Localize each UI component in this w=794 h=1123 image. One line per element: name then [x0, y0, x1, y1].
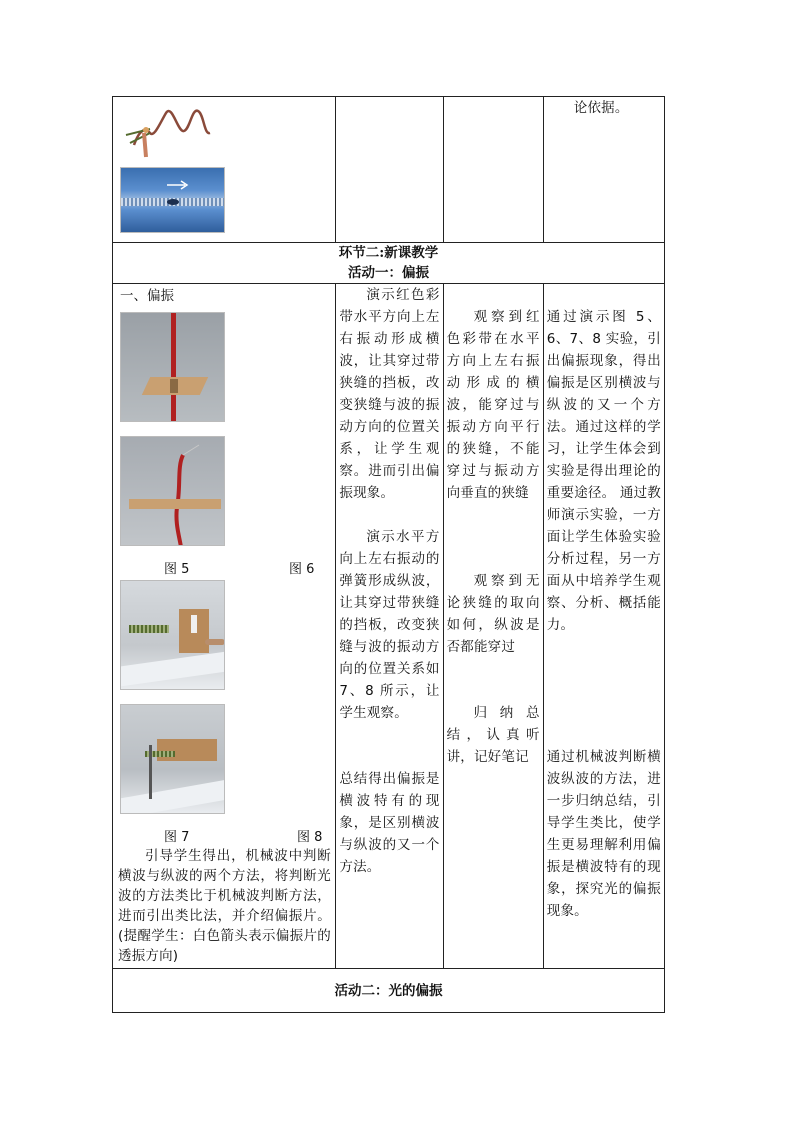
intent-p2: 通过机械波判断横波纵波的方法，进一步归纳总结，引导学生类比，使学生更易理解利用偏振是横波特有的现象，探究光的偏振现象。 [546, 749, 661, 919]
teacher-p1: 演示红色彩带水平方向上左右振动形成横波，让其穿过带狭缝的挡板，改变狭缝与波的振动方向的位置关系，让学生观察。进而引出偏振现象。 [339, 287, 440, 501]
figure8-photo [120, 704, 225, 814]
activity2-title: 活动二：光的偏振 [334, 982, 443, 999]
figure5-photo [120, 312, 225, 422]
section-title: 环节二:新课教学 [338, 245, 439, 261]
figure5-label: 图 5 [164, 562, 190, 577]
student-p1: 观察到红色彩带在水平方向上左右振动形成的横波，能穿过与振动方向平行的狭缝，不能穿过与振动方向垂直的狭缝 [446, 309, 540, 501]
section-header-cell [113, 243, 665, 284]
student-activity-cell [443, 284, 543, 969]
figure6-photo [120, 436, 225, 546]
section-heading-polarization: 一、偏振 [120, 288, 174, 304]
previous-row-text: 论依据。 [573, 100, 629, 116]
wave-rope-image [120, 103, 220, 158]
teacher-activity-cell [336, 284, 443, 969]
figure8-label: 图 8 [297, 830, 323, 845]
student-p3: 归纳总结，认真听讲，记好笔记 [446, 705, 540, 765]
arrow-icon [167, 180, 191, 190]
teacher-p3: 总结得出偏振是横波特有的现象，是区别横波与纵波的又一个方法。 [339, 771, 440, 875]
spring-wave-photo [120, 167, 225, 233]
guidance-paragraph: 引导学生得出，机械波中判断横波与纵波的两个方法，将判断光波的方法类比于机械波判断方法，进而引出类比法，并介绍偏振片。(提醒学生：白色箭头表示偏振片的透振方向) [118, 848, 331, 964]
top-images-cell [113, 97, 336, 243]
activity1-title: 活动一：偏振 [348, 265, 429, 281]
design-intent-cell [543, 284, 664, 969]
teacher-p2: 演示水平方向上左右振动的弹簧形成纵波，让其穿过带狭缝的挡板，改变狭缝与波的振动方向的位置关系如 7、8 所示，让学生观察。 [339, 529, 440, 721]
activity2-cell [113, 969, 665, 1013]
student-p2: 观察到无论狭缝的取向如何，纵波是否都能穿过 [446, 573, 540, 655]
intent-p1: 通过演示图 5、6、7、8 实验，引出偏振现象，得出偏振是区别横波与纵波的又一个方法。通过这样的学习，让学生体会到实验是得出理论的重要途径。 通过教师演示实验，一方面让学生体验实验分析过程，另一方面从中培养学生观察、分析、概括能力。 [546, 309, 661, 633]
figure6-label: 图 6 [289, 562, 315, 577]
figures-cell [113, 284, 336, 969]
lesson-plan-table [112, 96, 665, 1013]
figure7-photo [120, 580, 225, 690]
figure7-label: 图 7 [164, 830, 190, 845]
